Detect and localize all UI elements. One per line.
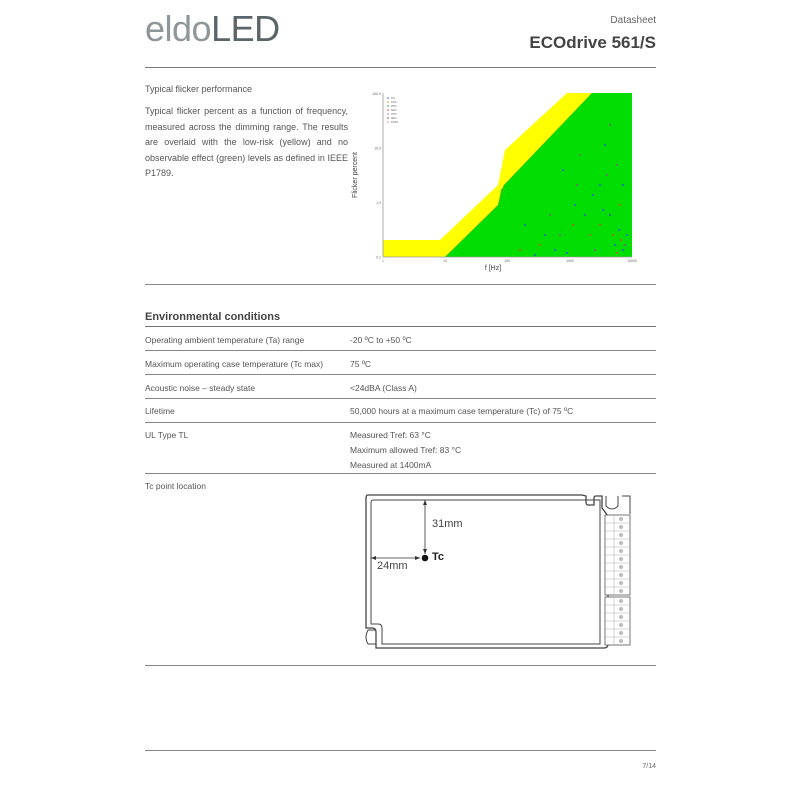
table-top-rule (145, 326, 656, 327)
svg-text:1.0: 1.0 (376, 201, 381, 205)
product-title: ECOdrive 561/S (529, 33, 656, 52)
section-divider (145, 284, 656, 285)
row-value: 75 ºC (350, 359, 372, 369)
svg-text:100.0: 100.0 (372, 92, 381, 96)
svg-text:1: 1 (382, 259, 384, 263)
svg-text:1000: 1000 (566, 259, 574, 263)
footer-divider (145, 750, 656, 751)
doc-type: Datasheet (610, 15, 656, 26)
dim-horizontal-label: 24mm (377, 560, 408, 572)
y-axis-ticks (372, 92, 381, 260)
svg-text:100: 100 (504, 259, 510, 263)
row-label: Acoustic noise – steady state (145, 383, 256, 393)
row-label: Operating ambient temperature (Ta) range (145, 335, 305, 345)
svg-text:10000: 10000 (627, 259, 637, 263)
dim-vertical-label: 31mm (432, 518, 463, 530)
flicker-section-label: Typical flicker performance (145, 84, 253, 94)
tref-measured: Measured Tref: 63 °C (350, 430, 431, 440)
row-label: Maximum operating case temperature (Tc max) (145, 359, 324, 369)
svg-text:100%: 100% (391, 120, 399, 124)
row-divider (145, 473, 656, 474)
row-label: Lifetime (145, 406, 175, 416)
y-axis-label: Flicker percent (352, 152, 359, 198)
row-divider (145, 374, 656, 375)
tc-label: Tc (432, 551, 445, 563)
row-value: <24dBA (Class A) (350, 383, 417, 393)
svg-text:0.1: 0.1 (376, 255, 381, 260)
x-axis-label: f [Hz] (484, 265, 502, 272)
row-divider (145, 350, 656, 351)
x-axis-ticks (382, 259, 637, 263)
environmental-title: Environmental conditions (145, 311, 281, 323)
tc-location-diagram (362, 490, 642, 652)
row-value: 50,000 hours at a maximum case temperature (Tc) of 75 ºC (350, 406, 574, 416)
section-divider (145, 665, 656, 666)
svg-text:10: 10 (443, 259, 447, 263)
row-divider (145, 422, 656, 423)
flicker-chart (345, 85, 645, 275)
row-value: -20 ºC to +50 ºC (350, 335, 412, 345)
svg-text:10%: 10% (391, 100, 397, 104)
row-value (350, 428, 461, 473)
svg-text:50%: 50% (391, 108, 397, 112)
svg-text:5%: 5% (391, 96, 396, 100)
svg-text:10.0: 10.0 (374, 146, 381, 151)
tc-point (422, 555, 429, 562)
tref-max: Maximum allowed Tref: 83 °C (350, 445, 462, 455)
svg-text:75%: 75% (391, 112, 397, 116)
measured-current: Measured at 1400mA (350, 460, 432, 470)
row-divider (145, 398, 656, 399)
flicker-description: Typical flicker percent as a function of frequency, measured across the dimming range. The results are overlaid with the low-risk (yellow) and no observable effect (green) levels as defined in IEEE P1789. (145, 106, 348, 178)
svg-text:90%: 90% (391, 116, 397, 120)
header-divider (145, 67, 656, 68)
row-label: Tc point location (145, 481, 206, 491)
row-label: UL Type TL (145, 430, 189, 440)
logo-text-led: LED (211, 8, 280, 49)
logo-text-eldo: eldo (145, 8, 212, 49)
page-number: 7/14 (642, 763, 656, 770)
svg-text:25%: 25% (391, 104, 397, 108)
brand-logo (145, 8, 280, 50)
